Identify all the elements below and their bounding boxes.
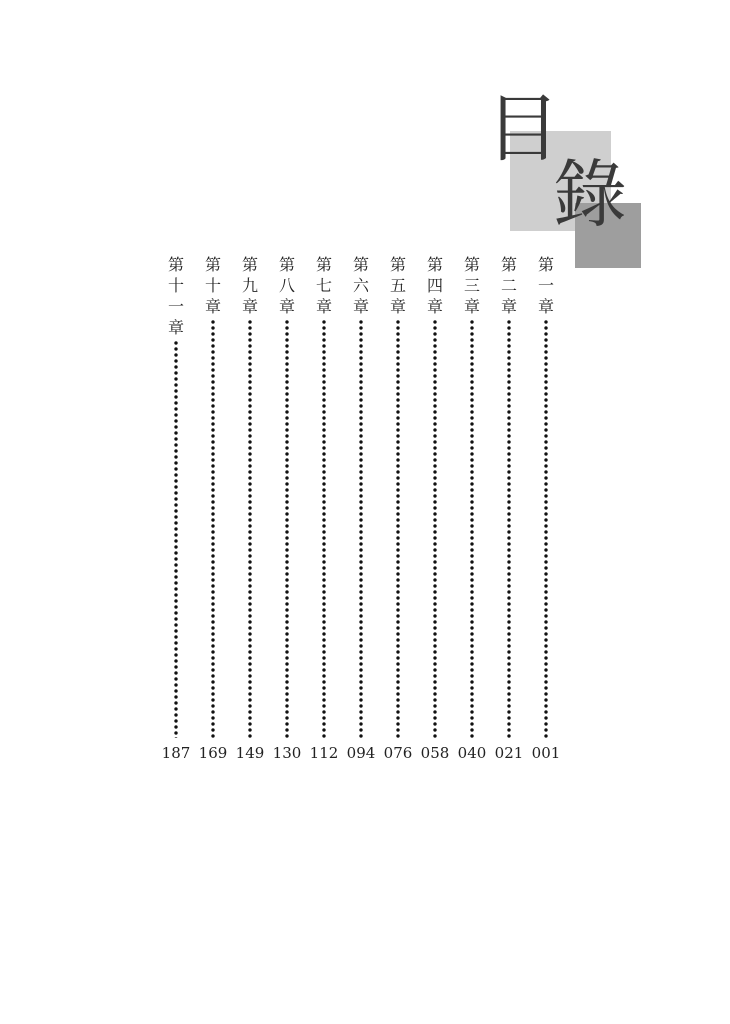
chapter-label-char: 第 xyxy=(352,255,369,274)
dot-leader xyxy=(285,319,289,738)
chapter-label xyxy=(279,254,295,317)
chapter-label-char: 九 xyxy=(241,276,258,295)
toc-entry[interactable] xyxy=(494,254,524,738)
page-number: 149 xyxy=(235,744,265,762)
chapter-label-char: 第 xyxy=(167,255,184,274)
chapter-label-char: 十 xyxy=(167,276,184,295)
page-title-char-1: 目 xyxy=(486,86,560,172)
chapter-label-char: 章 xyxy=(537,297,554,316)
page-number: 021 xyxy=(494,744,524,762)
chapter-label xyxy=(390,254,406,317)
chapter-label xyxy=(168,254,184,338)
chapter-label xyxy=(464,254,480,317)
dot-leader xyxy=(507,319,511,738)
chapter-label-char: 第 xyxy=(278,255,295,274)
chapter-label-char: 章 xyxy=(315,297,332,316)
chapter-label xyxy=(316,254,332,317)
chapter-label-char: 第 xyxy=(463,255,480,274)
chapter-label-char: 章 xyxy=(204,297,221,316)
chapter-label-char: 第 xyxy=(389,255,406,274)
page-number: 187 xyxy=(161,744,191,762)
dot-leader xyxy=(470,319,474,738)
chapter-label xyxy=(538,254,554,317)
chapter-label-char: 章 xyxy=(426,297,443,316)
chapter-label-char: 第 xyxy=(204,255,221,274)
chapter-label-char: 第 xyxy=(241,255,258,274)
chapter-label xyxy=(205,254,221,317)
dot-leader xyxy=(248,319,252,738)
chapter-label-char: 章 xyxy=(241,297,258,316)
page-number: 094 xyxy=(346,744,376,762)
chapter-label-char: 一 xyxy=(537,276,554,295)
chapter-label-char: 章 xyxy=(278,297,295,316)
toc-entry[interactable] xyxy=(272,254,302,738)
dot-leader xyxy=(544,319,548,738)
chapter-label-char: 三 xyxy=(463,276,480,295)
chapter-label-char: 十 xyxy=(204,276,221,295)
chapter-label-char: 章 xyxy=(500,297,517,316)
dot-leader xyxy=(211,319,215,738)
toc-entry[interactable] xyxy=(346,254,376,738)
page-number: 130 xyxy=(272,744,302,762)
page-number: 112 xyxy=(309,744,339,762)
chapter-label xyxy=(242,254,258,317)
chapter-label-char: 章 xyxy=(167,318,184,337)
chapter-label xyxy=(427,254,443,317)
toc-entry[interactable] xyxy=(309,254,339,738)
toc-entry[interactable] xyxy=(235,254,265,738)
toc-entry[interactable] xyxy=(420,254,450,738)
page-number: 058 xyxy=(420,744,450,762)
page-number: 001 xyxy=(531,744,561,762)
page-title-char-2: 錄 xyxy=(553,152,627,238)
chapter-label xyxy=(501,254,517,317)
chapter-label-char: 七 xyxy=(315,276,332,295)
chapter-label-char: 五 xyxy=(389,276,406,295)
toc-entry[interactable] xyxy=(161,254,191,738)
chapter-label-char: 八 xyxy=(278,276,295,295)
page-number: 040 xyxy=(457,744,487,762)
chapter-label-char: 第 xyxy=(537,255,554,274)
chapter-label-char: 四 xyxy=(426,276,443,295)
toc-entry[interactable] xyxy=(198,254,228,738)
page-number: 076 xyxy=(383,744,413,762)
chapter-label-char: 第 xyxy=(315,255,332,274)
chapter-label xyxy=(353,254,369,317)
chapter-label-char: 六 xyxy=(352,276,369,295)
chapter-label-char: 二 xyxy=(500,276,517,295)
dot-leader xyxy=(322,319,326,738)
chapter-label-char: 章 xyxy=(463,297,480,316)
page-number: 169 xyxy=(198,744,228,762)
chapter-label-char: 章 xyxy=(389,297,406,316)
dot-leader xyxy=(174,340,178,738)
dot-leader xyxy=(433,319,437,738)
chapter-label-char: 章 xyxy=(352,297,369,316)
dot-leader xyxy=(396,319,400,738)
toc-entry[interactable] xyxy=(383,254,413,738)
toc-entry[interactable] xyxy=(531,254,561,738)
chapter-label-char: 第 xyxy=(426,255,443,274)
dot-leader xyxy=(359,319,363,738)
chapter-label-char: 一 xyxy=(167,297,184,316)
toc-entry[interactable] xyxy=(457,254,487,738)
chapter-label-char: 第 xyxy=(500,255,517,274)
